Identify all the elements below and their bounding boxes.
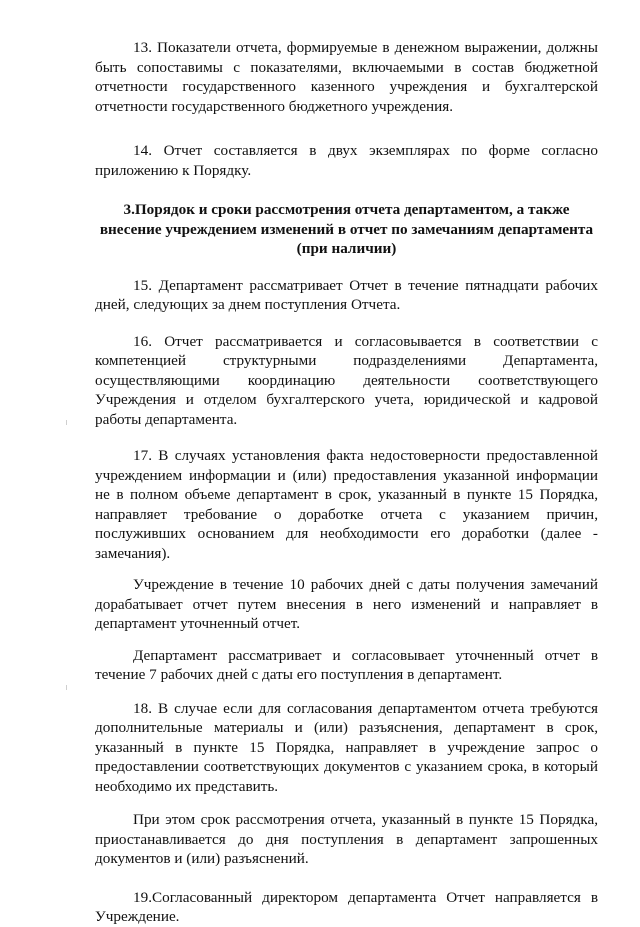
paragraph-17: 17. В случаях установления факта недостоверности предоставленной учреждением информации и (или) предоставления указанной информации не в полном объеме департамент в срок, указанный в пункте 15 Порядка, направляет требование о доработке отчета с указанием причин, послуживших основанием для необходимости его доработки (далее - замечания). bbox=[95, 447, 598, 562]
paragraph-13: 13. Показатели отчета, формируемые в денежном выражении, должны быть сопоставимы с показателями, включаемыми в состав бюджетной отчетности государственного казенного учреждения и бухгалтерской отчетности государственного бюджетного учреждения. bbox=[95, 39, 598, 115]
paragraph-15: 15. Департамент рассматривает Отчет в течение пятнадцати рабочих дней, следующих за днем поступления Отчета. bbox=[95, 276, 598, 313]
paragraph-17-continuation: Департамент рассматривает и согласовывает уточненный отчет в течение 7 рабочих дней с даты его поступления в департамент. bbox=[95, 646, 598, 683]
paragraph-18-continuation: При этом срок рассмотрения отчета, указанный в пункте 15 Порядка, приостанавливается до дня поступления в департамент запрошенных документов и (или) разъяснений. bbox=[95, 811, 598, 867]
paragraph-19: 19.Согласованный директором департамента Отчет направляется в Учреждение. bbox=[95, 888, 598, 925]
paragraph-18: 18. В случае если для согласования департаментом отчета требуются дополнительные материалы и (или) разъяснения, департамент в срок, указанный в пункте 15 Порядка, направляет в учреждение запрос о предоставлении соответствующих документов с указанием срока, в который необходимо их представить. bbox=[95, 699, 598, 795]
paragraph-14: 14. Отчет составляется в двух экземплярах по форме согласно приложению к Порядку. bbox=[95, 142, 598, 179]
paragraph-17-continuation: Учреждение в течение 10 рабочих дней с даты получения замечаний дорабатывает отчет путем внесения в него изменений и направляет в департамент уточненный отчет. bbox=[95, 576, 598, 632]
section-3-heading: 3.Порядок и сроки рассмотрения отчета департаментом, а также внесение учреждением изменений в отчет по замечаниям департамента (при наличии) bbox=[99, 201, 594, 257]
scan-mark bbox=[66, 420, 67, 425]
scan-mark bbox=[66, 685, 67, 690]
paragraph-16: 16. Отчет рассматривается и согласовывается в соответствии с компетенцией структурными подразделениями Департамента, осуществляющими координацию деятельности соответствующего Учреждения и отделом бухгалтерского учета, юридической и кадровой работы департамента. bbox=[95, 332, 598, 428]
